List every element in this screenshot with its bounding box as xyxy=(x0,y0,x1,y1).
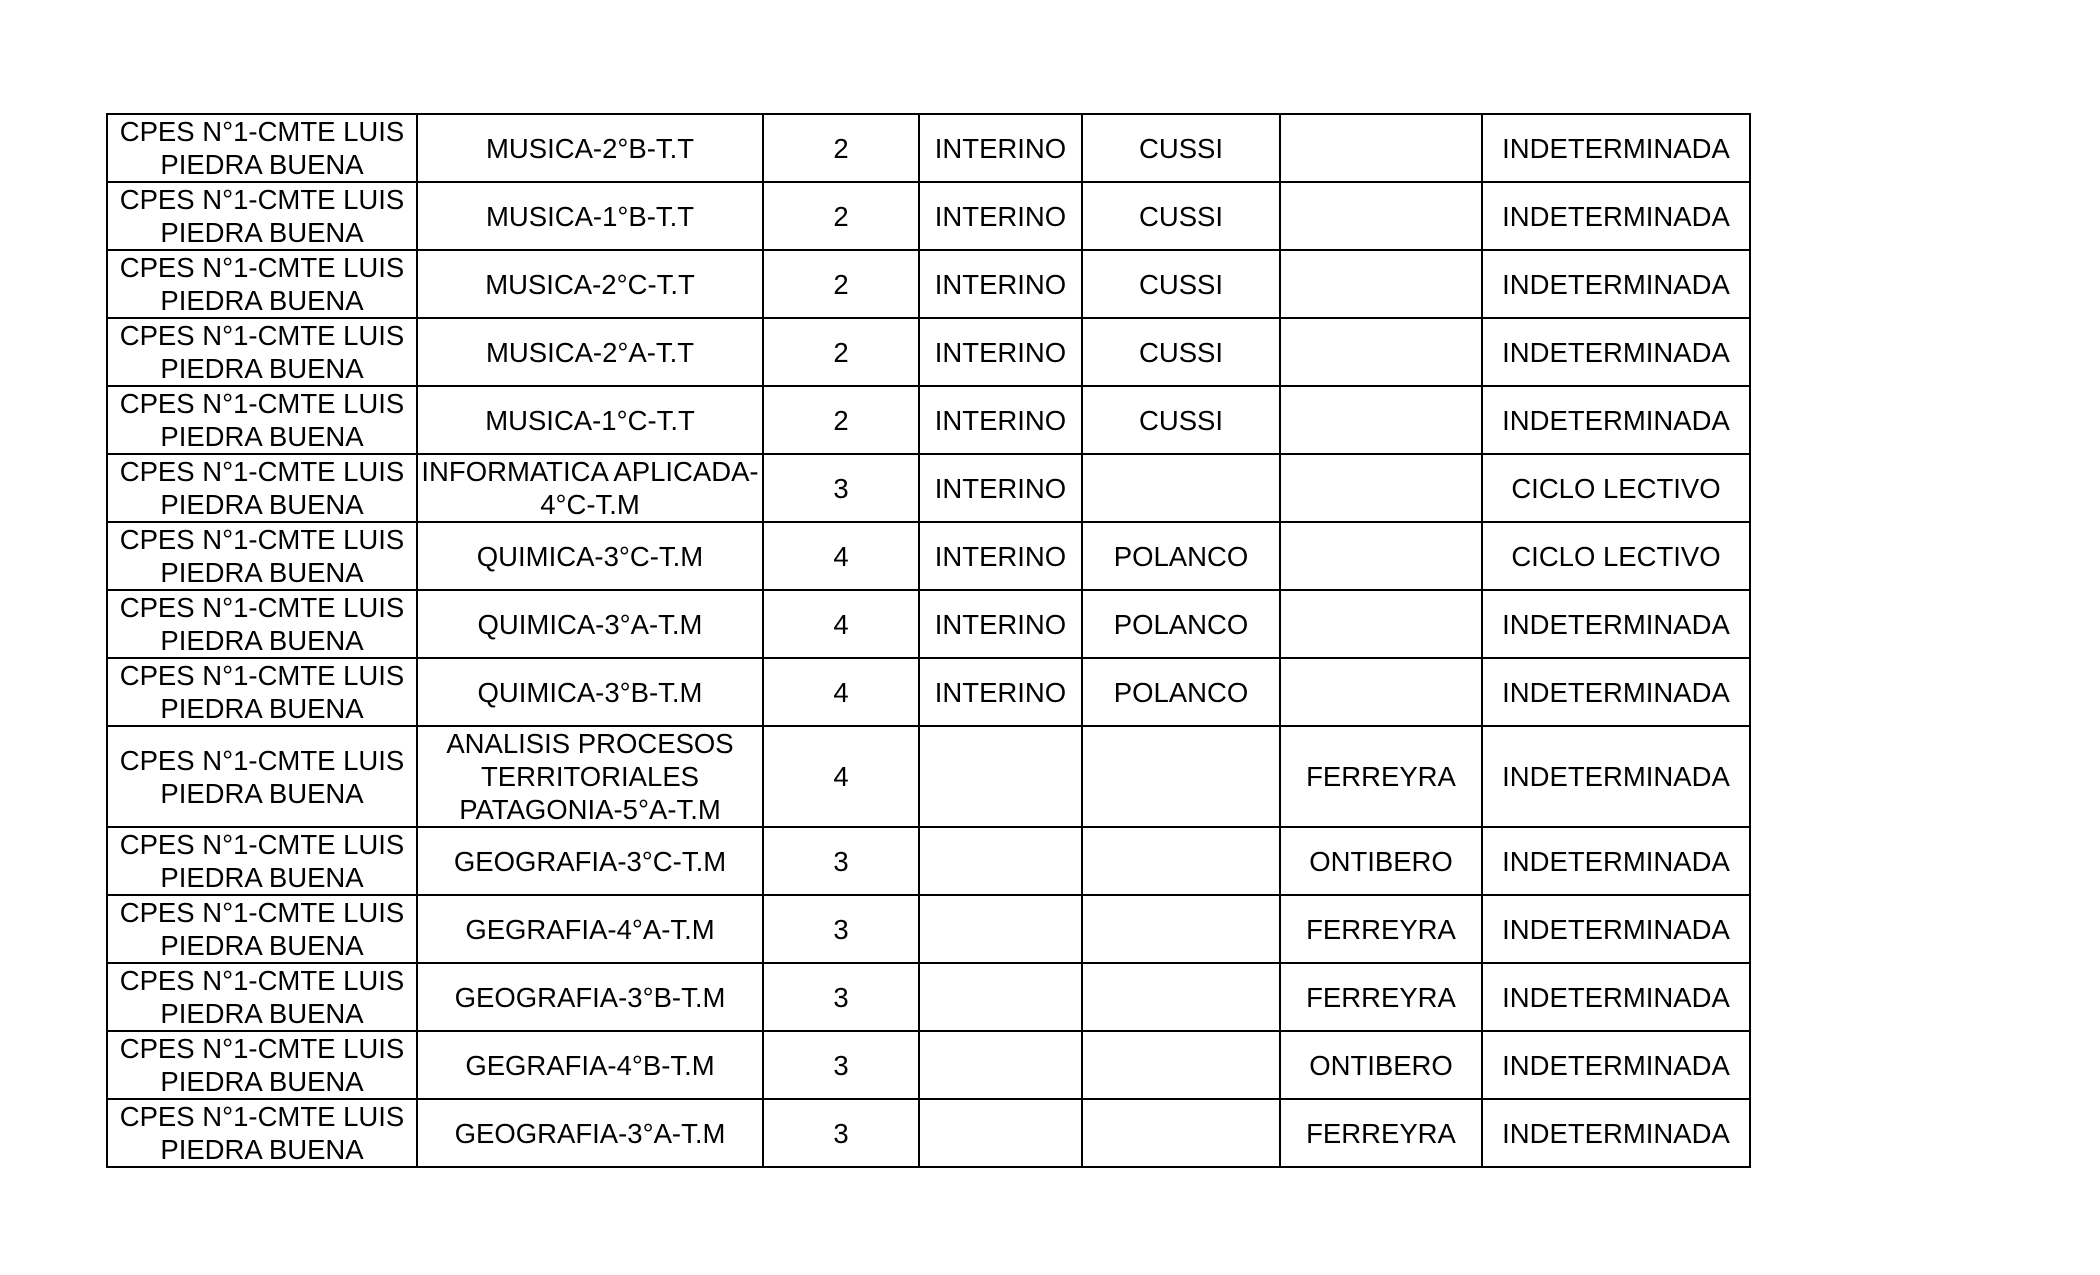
hours-cell: 4 xyxy=(763,726,919,827)
table-row xyxy=(107,658,1750,726)
subject-cell: QUIMICA-3°A-T.M xyxy=(417,590,763,658)
school-cell: CPES N°1-CMTE LUIS PIEDRA BUENA xyxy=(107,522,417,590)
table-row xyxy=(107,454,1750,522)
teacher-cell xyxy=(1082,1031,1280,1099)
table-body xyxy=(107,114,1750,1167)
hours-cell: 4 xyxy=(763,658,919,726)
hours-cell: 2 xyxy=(763,386,919,454)
substitute-cell xyxy=(1280,182,1482,250)
school-cell: CPES N°1-CMTE LUIS PIEDRA BUENA xyxy=(107,1031,417,1099)
status-cell xyxy=(919,1031,1082,1099)
subject-cell: QUIMICA-3°C-T.M xyxy=(417,522,763,590)
duration-cell: INDETERMINADA xyxy=(1482,963,1750,1031)
hours-cell: 3 xyxy=(763,963,919,1031)
substitute-cell xyxy=(1280,522,1482,590)
table-row xyxy=(107,1031,1750,1099)
table-row xyxy=(107,590,1750,658)
table-row xyxy=(107,114,1750,182)
subject-cell: GEOGRAFIA-3°A-T.M xyxy=(417,1099,763,1167)
school-cell: CPES N°1-CMTE LUIS PIEDRA BUENA xyxy=(107,318,417,386)
status-cell: INTERINO xyxy=(919,182,1082,250)
hours-cell: 2 xyxy=(763,250,919,318)
duration-cell: CICLO LECTIVO xyxy=(1482,454,1750,522)
hours-cell: 3 xyxy=(763,895,919,963)
duration-cell: INDETERMINADA xyxy=(1482,895,1750,963)
hours-cell: 2 xyxy=(763,114,919,182)
status-cell: INTERINO xyxy=(919,250,1082,318)
duration-cell: INDETERMINADA xyxy=(1482,386,1750,454)
table-row xyxy=(107,726,1750,827)
status-cell xyxy=(919,1099,1082,1167)
hours-cell: 3 xyxy=(763,1031,919,1099)
subject-cell: GEGRAFIA-4°A-T.M xyxy=(417,895,763,963)
hours-cell: 4 xyxy=(763,590,919,658)
hours-cell: 3 xyxy=(763,1099,919,1167)
school-cell: CPES N°1-CMTE LUIS PIEDRA BUENA xyxy=(107,250,417,318)
status-cell xyxy=(919,963,1082,1031)
table-row xyxy=(107,963,1750,1031)
table-row xyxy=(107,827,1750,895)
substitute-cell xyxy=(1280,250,1482,318)
substitute-cell: FERREYRA xyxy=(1280,963,1482,1031)
substitute-cell xyxy=(1280,114,1482,182)
school-cell: CPES N°1-CMTE LUIS PIEDRA BUENA xyxy=(107,590,417,658)
substitute-cell: FERREYRA xyxy=(1280,1099,1482,1167)
school-cell: CPES N°1-CMTE LUIS PIEDRA BUENA xyxy=(107,1099,417,1167)
school-cell: CPES N°1-CMTE LUIS PIEDRA BUENA xyxy=(107,182,417,250)
teacher-cell: CUSSI xyxy=(1082,386,1280,454)
status-cell: INTERINO xyxy=(919,454,1082,522)
teacher-cell xyxy=(1082,454,1280,522)
subject-cell: ANALISIS PROCESOS TERRITORIALES PATAGONIA-5°A-T.M xyxy=(417,726,763,827)
subject-cell: GEGRAFIA-4°B-T.M xyxy=(417,1031,763,1099)
teacher-cell xyxy=(1082,827,1280,895)
teacher-cell: CUSSI xyxy=(1082,114,1280,182)
subject-cell: MUSICA-1°B-T.T xyxy=(417,182,763,250)
subject-cell: MUSICA-1°C-T.T xyxy=(417,386,763,454)
duration-cell: INDETERMINADA xyxy=(1482,318,1750,386)
teacher-cell xyxy=(1082,963,1280,1031)
duration-cell: INDETERMINADA xyxy=(1482,827,1750,895)
duration-cell: INDETERMINADA xyxy=(1482,182,1750,250)
duration-cell: CICLO LECTIVO xyxy=(1482,522,1750,590)
duration-cell: INDETERMINADA xyxy=(1482,590,1750,658)
subject-cell: GEOGRAFIA-3°B-T.M xyxy=(417,963,763,1031)
table-row xyxy=(107,1099,1750,1167)
table-row xyxy=(107,522,1750,590)
teacher-cell: CUSSI xyxy=(1082,250,1280,318)
school-cell: CPES N°1-CMTE LUIS PIEDRA BUENA xyxy=(107,454,417,522)
assignments-table xyxy=(106,113,1751,1168)
status-cell xyxy=(919,726,1082,827)
substitute-cell xyxy=(1280,318,1482,386)
teacher-cell xyxy=(1082,726,1280,827)
subject-cell: MUSICA-2°A-T.T xyxy=(417,318,763,386)
teacher-cell xyxy=(1082,895,1280,963)
subject-cell: MUSICA-2°B-T.T xyxy=(417,114,763,182)
school-cell: CPES N°1-CMTE LUIS PIEDRA BUENA xyxy=(107,726,417,827)
school-cell: CPES N°1-CMTE LUIS PIEDRA BUENA xyxy=(107,114,417,182)
table-row xyxy=(107,182,1750,250)
hours-cell: 3 xyxy=(763,827,919,895)
status-cell: INTERINO xyxy=(919,522,1082,590)
substitute-cell xyxy=(1280,386,1482,454)
duration-cell: INDETERMINADA xyxy=(1482,658,1750,726)
substitute-cell: FERREYRA xyxy=(1280,726,1482,827)
teacher-cell: POLANCO xyxy=(1082,658,1280,726)
hours-cell: 4 xyxy=(763,522,919,590)
subject-cell: GEOGRAFIA-3°C-T.M xyxy=(417,827,763,895)
status-cell xyxy=(919,827,1082,895)
teacher-cell: POLANCO xyxy=(1082,522,1280,590)
substitute-cell: ONTIBERO xyxy=(1280,1031,1482,1099)
teacher-cell xyxy=(1082,1099,1280,1167)
duration-cell: INDETERMINADA xyxy=(1482,250,1750,318)
table-row xyxy=(107,250,1750,318)
status-cell xyxy=(919,895,1082,963)
substitute-cell: ONTIBERO xyxy=(1280,827,1482,895)
subject-cell: MUSICA-2°C-T.T xyxy=(417,250,763,318)
school-cell: CPES N°1-CMTE LUIS PIEDRA BUENA xyxy=(107,658,417,726)
school-cell: CPES N°1-CMTE LUIS PIEDRA BUENA xyxy=(107,827,417,895)
duration-cell: INDETERMINADA xyxy=(1482,726,1750,827)
status-cell: INTERINO xyxy=(919,658,1082,726)
school-cell: CPES N°1-CMTE LUIS PIEDRA BUENA xyxy=(107,963,417,1031)
duration-cell: INDETERMINADA xyxy=(1482,114,1750,182)
teacher-cell: CUSSI xyxy=(1082,318,1280,386)
substitute-cell xyxy=(1280,658,1482,726)
substitute-cell xyxy=(1280,590,1482,658)
status-cell: INTERINO xyxy=(919,318,1082,386)
table-row xyxy=(107,318,1750,386)
duration-cell: INDETERMINADA xyxy=(1482,1099,1750,1167)
status-cell: INTERINO xyxy=(919,590,1082,658)
school-cell: CPES N°1-CMTE LUIS PIEDRA BUENA xyxy=(107,386,417,454)
hours-cell: 3 xyxy=(763,454,919,522)
status-cell: INTERINO xyxy=(919,114,1082,182)
substitute-cell xyxy=(1280,454,1482,522)
duration-cell: INDETERMINADA xyxy=(1482,1031,1750,1099)
teacher-cell: POLANCO xyxy=(1082,590,1280,658)
hours-cell: 2 xyxy=(763,182,919,250)
subject-cell: INFORMATICA APLICADA-4°C-T.M xyxy=(417,454,763,522)
school-cell: CPES N°1-CMTE LUIS PIEDRA BUENA xyxy=(107,895,417,963)
document-page xyxy=(106,113,1751,1168)
subject-cell: QUIMICA-3°B-T.M xyxy=(417,658,763,726)
teacher-cell: CUSSI xyxy=(1082,182,1280,250)
status-cell: INTERINO xyxy=(919,386,1082,454)
hours-cell: 2 xyxy=(763,318,919,386)
table-row xyxy=(107,895,1750,963)
substitute-cell: FERREYRA xyxy=(1280,895,1482,963)
table-row xyxy=(107,386,1750,454)
